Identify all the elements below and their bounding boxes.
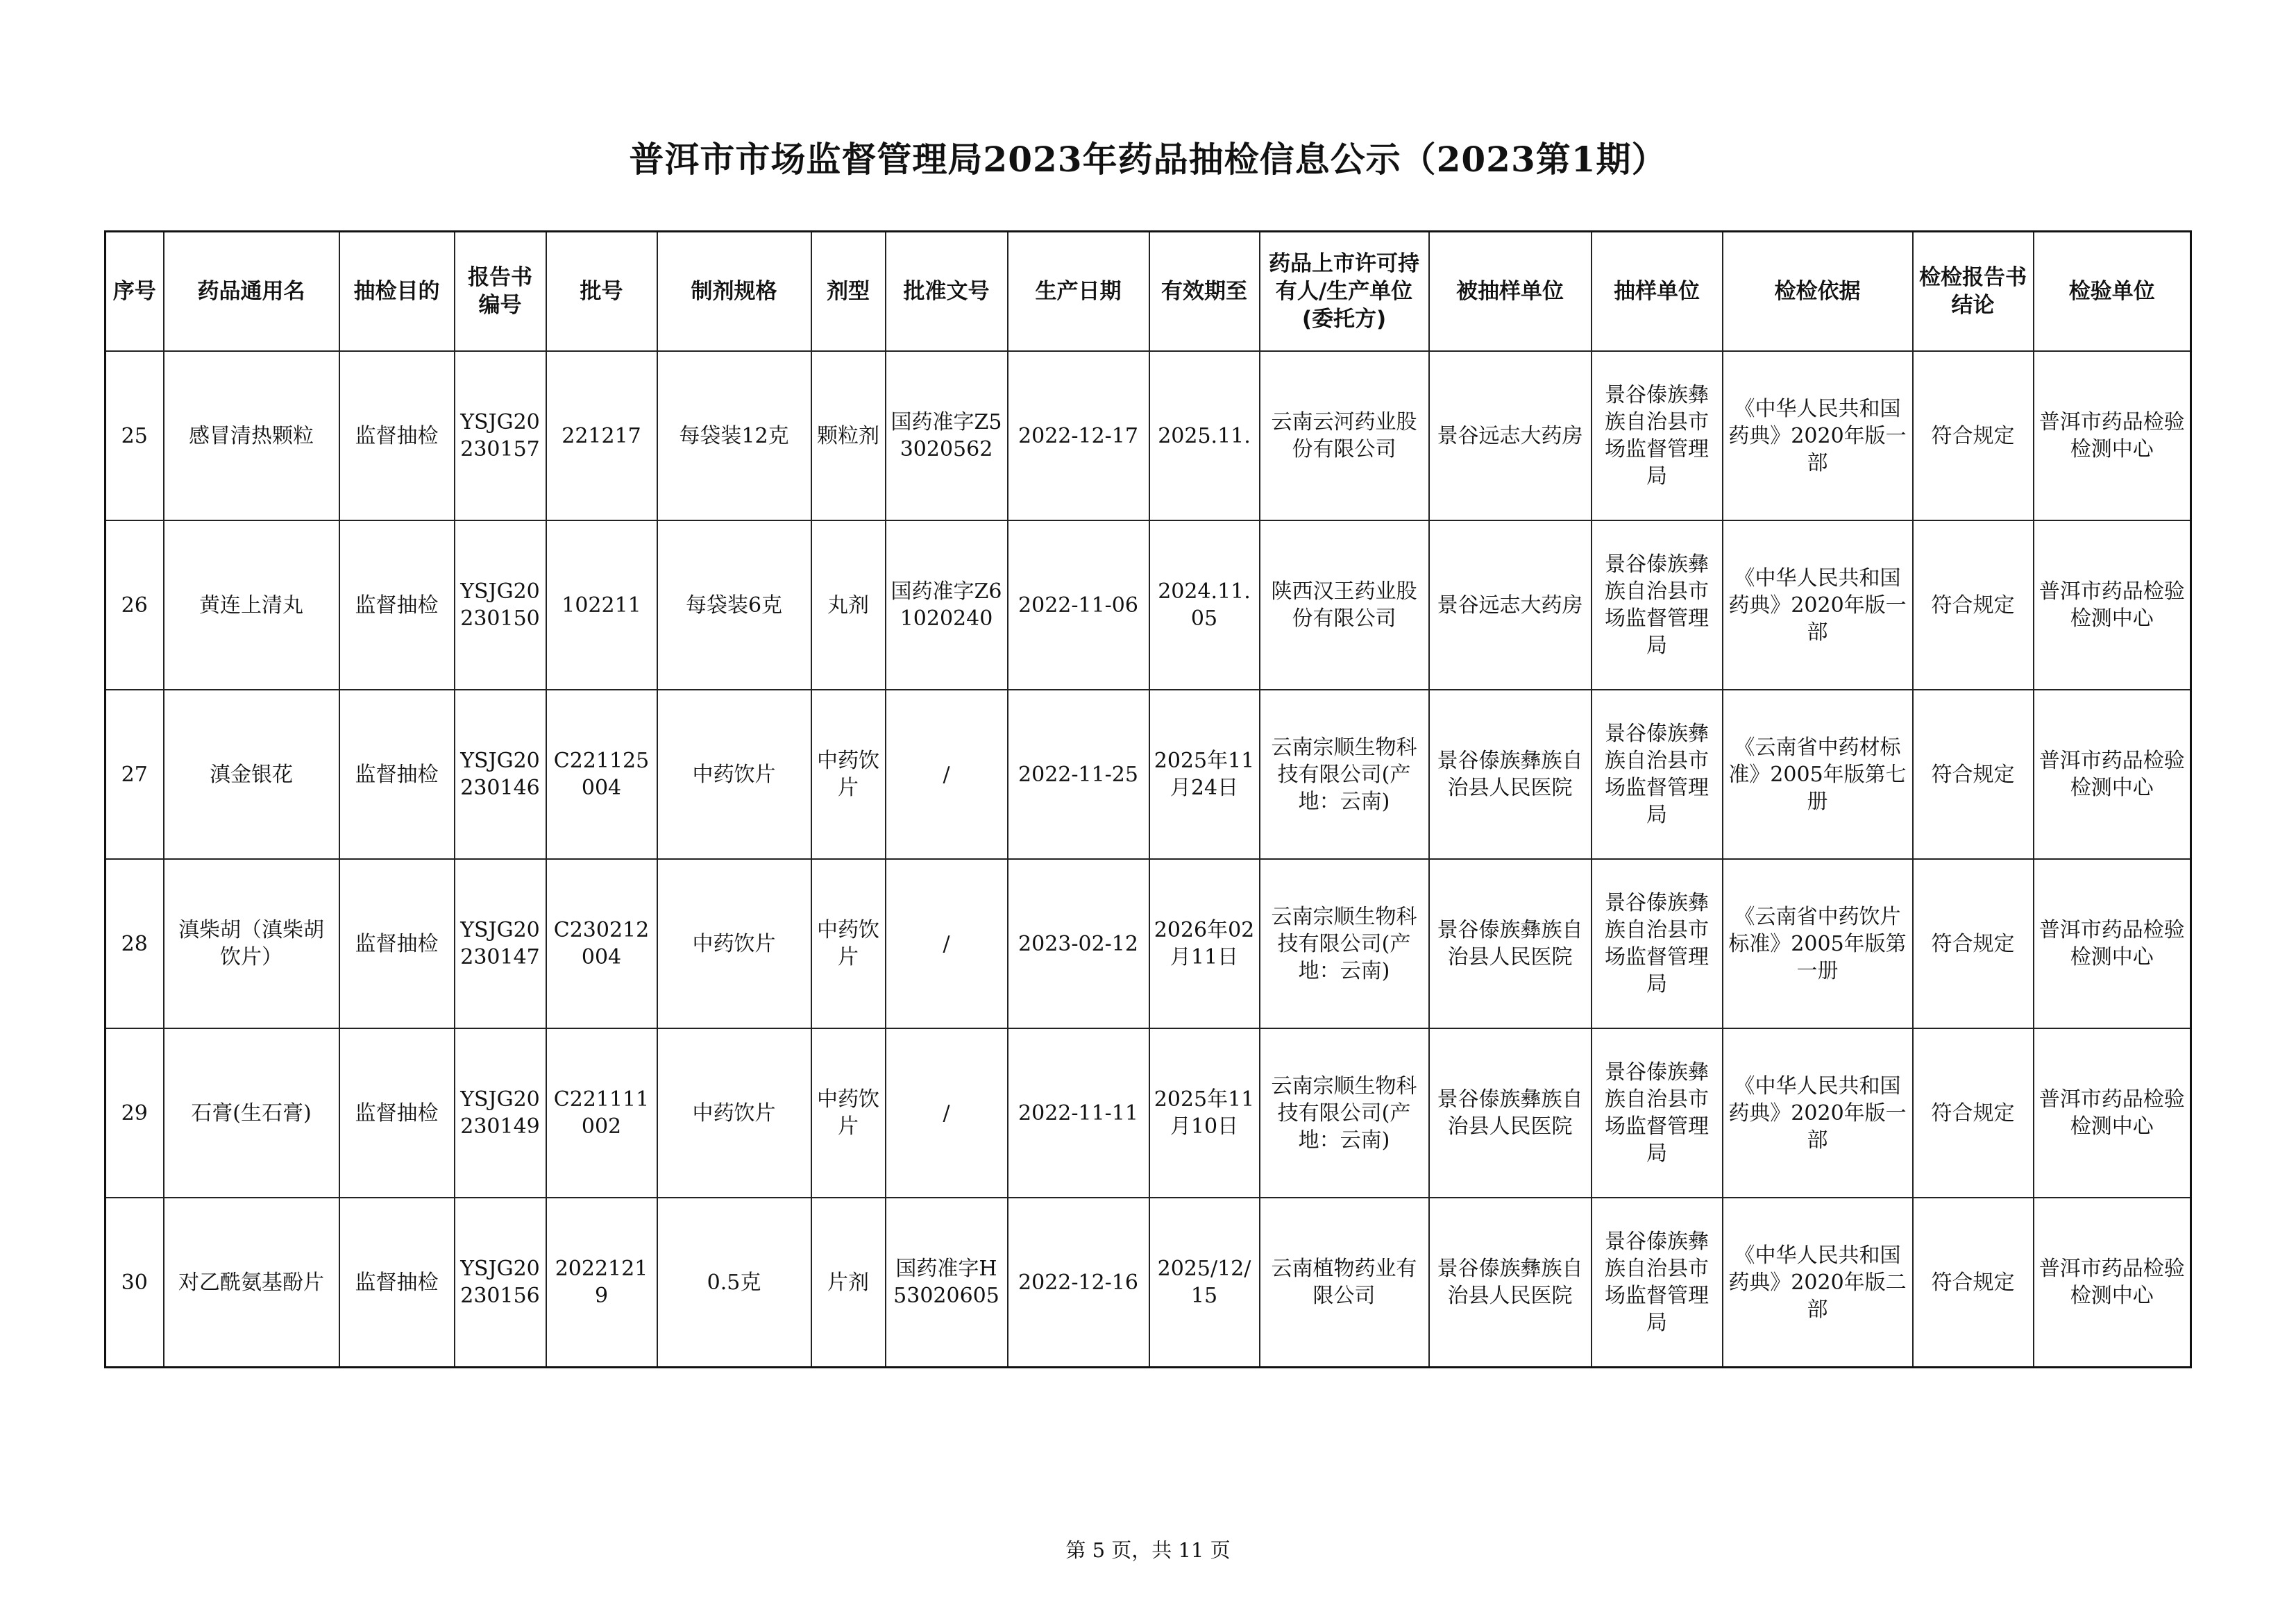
cell-purpose: 监督抽检: [339, 351, 455, 520]
page-footer: 第 5 页，共 11 页: [1065, 1538, 1231, 1562]
cell-expiry: 2025年11月10日: [1149, 1028, 1260, 1198]
cell-drug-name: 感冒清热颗粒: [164, 351, 339, 520]
col-header-approval-no: 批准文号: [886, 232, 1008, 352]
table-row: [105, 1198, 2191, 1368]
cell-spec: 每袋装12克: [657, 351, 811, 520]
cell-spec: 中药饮片: [657, 1028, 811, 1198]
cell-sampling-unit: 景谷傣族彝族自治县市场监督管理局: [1592, 1198, 1723, 1368]
cell-sampling-unit: 景谷傣族彝族自治县市场监督管理局: [1592, 690, 1723, 859]
cell-index: 29: [105, 1028, 164, 1198]
cell-conclusion: 符合规定: [1913, 520, 2034, 690]
table-row: [105, 1028, 2191, 1198]
cell-spec: 0.5克: [657, 1198, 811, 1368]
cell-purpose: 监督抽检: [339, 690, 455, 859]
cell-index: 26: [105, 520, 164, 690]
cell-dosage-form: 中药饮片: [811, 1028, 886, 1198]
cell-sampling-unit: 景谷傣族彝族自治县市场监督管理局: [1592, 520, 1723, 690]
col-header-dosage-form: 剂型: [811, 232, 886, 352]
cell-report-no: YSJG20230157: [455, 351, 546, 520]
cell-spec: 中药饮片: [657, 859, 811, 1028]
cell-spec: 每袋装6克: [657, 520, 811, 690]
header-row: [105, 232, 2191, 352]
col-header-production-date: 生产日期: [1008, 232, 1149, 352]
cell-report-no: YSJG20230146: [455, 690, 546, 859]
cell-dosage-form: 片剂: [811, 1198, 886, 1368]
cell-dosage-form: 中药饮片: [811, 859, 886, 1028]
cell-basis: 《云南省中药材标准》2005年版第七册: [1723, 690, 1913, 859]
cell-approval-no: /: [886, 690, 1008, 859]
cell-drug-name: 石膏(生石膏): [164, 1028, 339, 1198]
cell-drug-name: 黄连上清丸: [164, 520, 339, 690]
cell-approval-no: 国药准字Z53020562: [886, 351, 1008, 520]
col-header-conclusion: 检检报告书结论: [1913, 232, 2034, 352]
cell-batch-no: 102211: [546, 520, 657, 690]
col-header-lab: 检验单位: [2034, 232, 2191, 352]
inspection-table: [104, 230, 2192, 1368]
col-header-expiry: 有效期至: [1149, 232, 1260, 352]
cell-index: 25: [105, 351, 164, 520]
cell-manufacturer: 云南植物药业有限公司: [1260, 1198, 1429, 1368]
cell-approval-no: 国药准字Z61020240: [886, 520, 1008, 690]
cell-batch-no: C230212004: [546, 859, 657, 1028]
cell-basis: 《中华人民共和国药典》2020年版一部: [1723, 351, 1913, 520]
cell-conclusion: 符合规定: [1913, 690, 2034, 859]
cell-batch-no: 221217: [546, 351, 657, 520]
col-header-basis: 检检依据: [1723, 232, 1913, 352]
cell-production-date: 2022-12-17: [1008, 351, 1149, 520]
cell-sampled-unit: 景谷远志大药房: [1429, 520, 1592, 690]
cell-index: 27: [105, 690, 164, 859]
cell-basis: 《中华人民共和国药典》2020年版一部: [1723, 520, 1913, 690]
cell-index: 28: [105, 859, 164, 1028]
cell-drug-name: 滇柴胡（滇柴胡饮片）: [164, 859, 339, 1028]
cell-production-date: 2022-12-16: [1008, 1198, 1149, 1368]
cell-lab: 普洱市药品检验检测中心: [2034, 1198, 2191, 1368]
cell-basis: 《中华人民共和国药典》2020年版一部: [1723, 1028, 1913, 1198]
cell-expiry: 2025/12/15: [1149, 1198, 1260, 1368]
cell-drug-name: 对乙酰氨基酚片: [164, 1198, 339, 1368]
cell-dosage-form: 颗粒剂: [811, 351, 886, 520]
table-row: [105, 351, 2191, 520]
cell-production-date: 2022-11-11: [1008, 1028, 1149, 1198]
cell-spec: 中药饮片: [657, 690, 811, 859]
cell-purpose: 监督抽检: [339, 520, 455, 690]
table-row: [105, 690, 2191, 859]
col-header-manufacturer: 药品上市许可持有人/生产单位(委托方): [1260, 232, 1429, 352]
cell-report-no: YSJG20230150: [455, 520, 546, 690]
cell-expiry: 2024.11.05: [1149, 520, 1260, 690]
col-header-purpose: 抽检目的: [339, 232, 455, 352]
cell-manufacturer: 云南宗顺生物科技有限公司(产地：云南): [1260, 1028, 1429, 1198]
col-header-index: 序号: [105, 232, 164, 352]
cell-basis: 《云南省中药饮片标准》2005年版第一册: [1723, 859, 1913, 1028]
cell-purpose: 监督抽检: [339, 859, 455, 1028]
table-row: [105, 859, 2191, 1028]
cell-lab: 普洱市药品检验检测中心: [2034, 520, 2191, 690]
col-header-report-no: 报告书编号: [455, 232, 546, 352]
cell-sampling-unit: 景谷傣族彝族自治县市场监督管理局: [1592, 1028, 1723, 1198]
cell-lab: 普洱市药品检验检测中心: [2034, 351, 2191, 520]
cell-conclusion: 符合规定: [1913, 859, 2034, 1028]
cell-expiry: 2026年02月11日: [1149, 859, 1260, 1028]
cell-batch-no: C221125004: [546, 690, 657, 859]
cell-approval-no: /: [886, 1028, 1008, 1198]
cell-lab: 普洱市药品检验检测中心: [2034, 690, 2191, 859]
cell-approval-no: /: [886, 859, 1008, 1028]
cell-manufacturer: 云南宗顺生物科技有限公司(产地：云南): [1260, 859, 1429, 1028]
cell-report-no: YSJG20230147: [455, 859, 546, 1028]
table-row: [105, 520, 2191, 690]
cell-batch-no: C221111002: [546, 1028, 657, 1198]
cell-manufacturer: 陕西汉王药业股份有限公司: [1260, 520, 1429, 690]
cell-approval-no: 国药准字H53020605: [886, 1198, 1008, 1368]
cell-manufacturer: 云南云河药业股份有限公司: [1260, 351, 1429, 520]
cell-conclusion: 符合规定: [1913, 1028, 2034, 1198]
cell-sampled-unit: 景谷傣族彝族自治县人民医院: [1429, 1028, 1592, 1198]
col-header-sampled-unit: 被抽样单位: [1429, 232, 1592, 352]
cell-purpose: 监督抽检: [339, 1198, 455, 1368]
cell-dosage-form: 丸剂: [811, 520, 886, 690]
cell-expiry: 2025年11月24日: [1149, 690, 1260, 859]
cell-production-date: 2023-02-12: [1008, 859, 1149, 1028]
cell-expiry: 2025.11.: [1149, 351, 1260, 520]
cell-sampled-unit: 景谷傣族彝族自治县人民医院: [1429, 859, 1592, 1028]
cell-sampling-unit: 景谷傣族彝族自治县市场监督管理局: [1592, 859, 1723, 1028]
cell-manufacturer: 云南宗顺生物科技有限公司(产地：云南): [1260, 690, 1429, 859]
cell-production-date: 2022-11-25: [1008, 690, 1149, 859]
cell-sampled-unit: 景谷傣族彝族自治县人民医院: [1429, 1198, 1592, 1368]
cell-drug-name: 滇金银花: [164, 690, 339, 859]
cell-basis: 《中华人民共和国药典》2020年版二部: [1723, 1198, 1913, 1368]
cell-lab: 普洱市药品检验检测中心: [2034, 1028, 2191, 1198]
col-header-drug-name: 药品通用名: [164, 232, 339, 352]
cell-lab: 普洱市药品检验检测中心: [2034, 859, 2191, 1028]
col-header-sampling-unit: 抽样单位: [1592, 232, 1723, 352]
cell-report-no: YSJG20230156: [455, 1198, 546, 1368]
cell-sampling-unit: 景谷傣族彝族自治县市场监督管理局: [1592, 351, 1723, 520]
cell-conclusion: 符合规定: [1913, 351, 2034, 520]
cell-sampled-unit: 景谷远志大药房: [1429, 351, 1592, 520]
page-title: 普洱市市场监督管理局2023年药品抽检信息公示（2023第1期）: [629, 139, 1667, 180]
col-header-batch-no: 批号: [546, 232, 657, 352]
cell-sampled-unit: 景谷傣族彝族自治县人民医院: [1429, 690, 1592, 859]
cell-index: 30: [105, 1198, 164, 1368]
cell-report-no: YSJG20230149: [455, 1028, 546, 1198]
cell-dosage-form: 中药饮片: [811, 690, 886, 859]
cell-batch-no: 20221219: [546, 1198, 657, 1368]
cell-conclusion: 符合规定: [1913, 1198, 2034, 1368]
cell-production-date: 2022-11-06: [1008, 520, 1149, 690]
cell-purpose: 监督抽检: [339, 1028, 455, 1198]
table-body: [105, 351, 2191, 1368]
col-header-spec: 制剂规格: [657, 232, 811, 352]
